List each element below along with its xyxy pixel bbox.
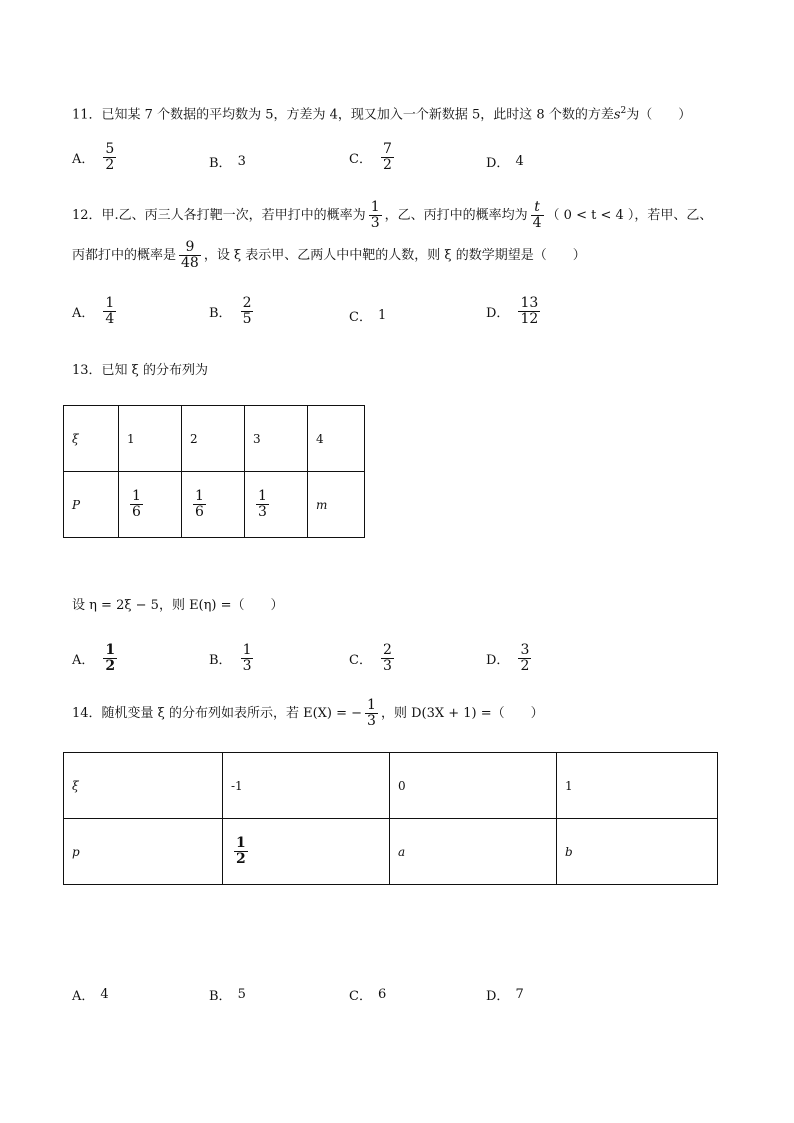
q13-given: 设 η = 2ξ − 5，则 E(η) =（ ） xyxy=(72,598,284,613)
q13-option-d[interactable] xyxy=(486,643,534,674)
option-label: A． xyxy=(72,989,95,1004)
denominator: 4 xyxy=(532,215,542,231)
q11-stem-variable: s xyxy=(613,107,621,123)
numerator: 3 xyxy=(520,642,530,658)
table-cell: b xyxy=(557,819,718,885)
table-cell xyxy=(223,819,390,885)
numerator: 1 xyxy=(105,295,115,311)
q13-option-b[interactable] xyxy=(209,643,256,674)
table-cell: 4 xyxy=(308,406,365,472)
denominator: 3 xyxy=(242,658,252,674)
numerator: 2 xyxy=(242,295,252,311)
option-label: D． xyxy=(486,156,510,171)
q14-stem-tail: ，则 D(3X + 1) =（ ） xyxy=(380,705,544,721)
q11-option-a[interactable] xyxy=(72,142,119,173)
table-cell: ξ xyxy=(64,406,119,472)
option-value: 7 xyxy=(515,987,524,1002)
fraction xyxy=(518,296,540,327)
option-value: 1 xyxy=(377,308,387,323)
option-label: D． xyxy=(486,306,510,321)
table-cell: 0 xyxy=(390,753,557,819)
denominator: 6 xyxy=(195,504,204,520)
numerator: 1 xyxy=(236,835,246,851)
denominator: 3 xyxy=(367,713,376,729)
q14-stem-text: 14．随机变量 ξ 的分布列如表所示，若 E(X) = − xyxy=(72,705,363,721)
table-cell: 1 xyxy=(119,406,182,472)
table-cell: a xyxy=(390,819,557,885)
table-cell: 3 xyxy=(245,406,308,472)
table-cell: ξ xyxy=(64,753,223,819)
denominator: 2 xyxy=(236,851,246,867)
q11-stem xyxy=(72,103,691,123)
option-label: A． xyxy=(72,653,95,668)
option-label: D． xyxy=(486,653,510,668)
denominator: 2 xyxy=(520,658,530,674)
option-value: 5 xyxy=(237,987,246,1002)
table-cell: 1 xyxy=(557,753,718,819)
numerator: t xyxy=(534,199,540,215)
option-label: A． xyxy=(72,306,95,321)
option-label: A． xyxy=(72,152,95,167)
q12-stem-line2 xyxy=(72,240,586,271)
q13-stem: 13．已知 ξ 的分布列为 xyxy=(72,363,208,378)
q12-stem-text-2: ，乙、丙打中的概率均为 xyxy=(384,207,528,223)
denominator: 2 xyxy=(382,157,392,173)
numerator: 2 xyxy=(382,642,392,658)
denominator: 48 xyxy=(181,255,199,271)
table-row xyxy=(64,819,718,885)
q12-option-b[interactable] xyxy=(209,296,256,327)
q14-option-c[interactable] xyxy=(349,985,386,1004)
denominator: 2 xyxy=(105,658,116,674)
numerator: 1 xyxy=(370,199,380,215)
q13-distribution-table xyxy=(63,405,365,538)
table-cell xyxy=(119,472,182,538)
denominator: 5 xyxy=(242,311,252,327)
q12-option-a[interactable] xyxy=(72,296,119,327)
q11-option-b[interactable] xyxy=(209,152,246,171)
table-cell: -1 xyxy=(223,753,390,819)
fraction xyxy=(130,489,143,520)
denominator: 2 xyxy=(105,157,115,173)
denominator: 3 xyxy=(370,215,380,231)
table-cell xyxy=(245,472,308,538)
q14-option-d[interactable] xyxy=(486,985,524,1004)
table-cell: P xyxy=(64,472,119,538)
numerator: 7 xyxy=(382,141,392,157)
q14-distribution-table xyxy=(63,752,718,885)
table-cell: p xyxy=(64,819,223,885)
denominator: 12 xyxy=(520,311,539,327)
numerator: 1 xyxy=(195,488,204,504)
fraction xyxy=(179,240,201,271)
q12-condition: （ 0 < t < 4 ），若甲、乙、 xyxy=(546,207,713,223)
fraction xyxy=(241,643,254,674)
fraction xyxy=(381,142,394,173)
q14-stem xyxy=(72,698,544,729)
table-cell: m xyxy=(308,472,365,538)
option-label: B． xyxy=(209,306,232,321)
fraction xyxy=(241,296,254,327)
q14-option-b[interactable] xyxy=(209,985,246,1004)
fraction xyxy=(369,200,382,231)
numerator: 1 xyxy=(105,642,116,658)
q13-option-c[interactable] xyxy=(349,643,397,674)
fraction xyxy=(193,489,206,520)
q11-stem-tail: 为（ ） xyxy=(626,107,692,123)
numerator: 5 xyxy=(105,141,115,157)
q11-stem-text: 11．已知某 7 个数据的平均数为 5，方差为 4，现又加入一个新数据 5，此时这 8 个数的方差 xyxy=(72,107,614,123)
option-label: C． xyxy=(349,152,372,167)
option-value: 4 xyxy=(100,987,109,1002)
q12-stem-text-4: ，设 ξ 表示甲、乙两人中中靶的人数，则 ξ 的数学期望是（ ） xyxy=(203,247,586,263)
q11-stem-superscript: 2 xyxy=(620,106,627,116)
denominator: 4 xyxy=(105,311,115,327)
numerator: 1 xyxy=(367,697,376,713)
numerator: 13 xyxy=(520,295,539,311)
fraction xyxy=(103,296,116,327)
q12-stem-text: 12．甲.乙、丙三人各打靶一次，若甲打中的概率为 xyxy=(72,207,366,223)
fraction xyxy=(103,643,117,674)
option-value: 6 xyxy=(377,987,387,1002)
option-value: 3 xyxy=(237,154,246,169)
option-value: 4 xyxy=(515,154,524,169)
q13-option-a[interactable] xyxy=(72,643,120,674)
table-cell: 2 xyxy=(182,406,245,472)
table-cell xyxy=(182,472,245,538)
denominator: 3 xyxy=(258,504,267,520)
denominator: 3 xyxy=(382,658,392,674)
option-label: B． xyxy=(209,156,232,171)
table-row xyxy=(64,753,718,819)
q12-option-c[interactable] xyxy=(349,306,386,325)
fraction xyxy=(256,489,269,520)
fraction xyxy=(531,200,544,231)
fraction xyxy=(365,698,378,729)
q12-option-d[interactable] xyxy=(486,296,543,327)
numerator: 1 xyxy=(258,488,267,504)
q12-stem-line1 xyxy=(72,200,712,231)
numerator: 1 xyxy=(242,642,252,658)
numerator: 9 xyxy=(185,239,195,255)
option-label: B． xyxy=(209,653,232,668)
option-label: C． xyxy=(349,989,372,1004)
option-label: D． xyxy=(486,989,510,1004)
numerator: 1 xyxy=(132,488,141,504)
q14-option-a[interactable] xyxy=(72,985,109,1004)
q11-option-c[interactable] xyxy=(349,142,397,173)
q12-stem-text-3: 丙都打中的概率是 xyxy=(72,247,177,263)
fraction xyxy=(381,643,394,674)
option-label: C． xyxy=(349,310,372,325)
fraction xyxy=(103,142,116,173)
option-label: B． xyxy=(209,989,232,1004)
table-row xyxy=(64,472,365,538)
table-row xyxy=(64,406,365,472)
denominator: 6 xyxy=(132,504,141,520)
fraction xyxy=(518,643,531,674)
fraction xyxy=(234,836,248,867)
q11-option-d[interactable] xyxy=(486,152,524,171)
option-label: C． xyxy=(349,653,372,668)
